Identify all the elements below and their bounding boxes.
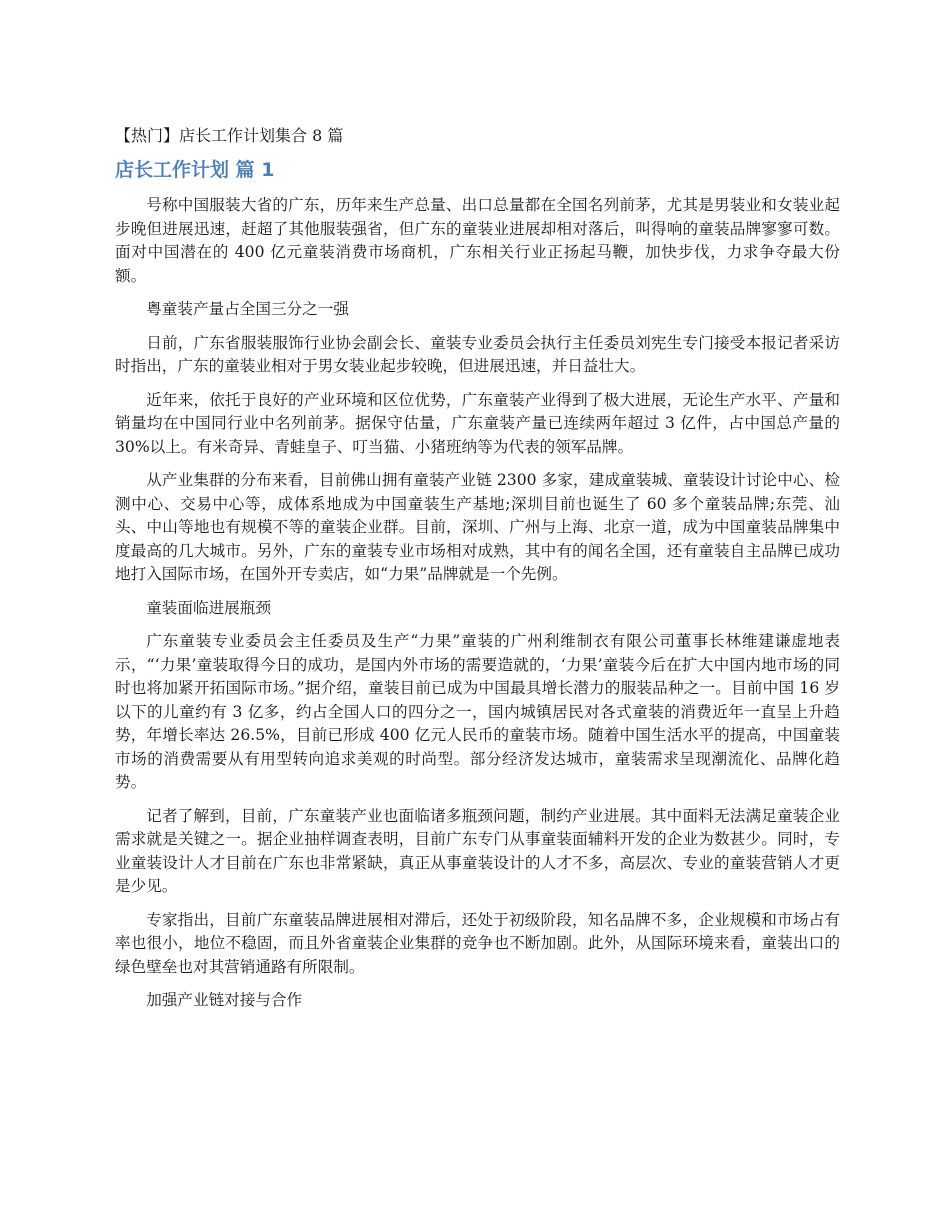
document-page — [115, 122, 840, 1023]
paragraph: 记者了解到，目前，广东童装产业也面临诸多瓶颈问题，制约产业进展。其中面料无法满足童装企业需求就是关键之一。据企业抽样调查表明，目前广东专门从事童装面辅料开发的企业为数甚少。同时，专业童装设计人才目前在广东也非常紧缺，真正从事童装设计的人才不多，高层次、专业的童装营销人才更是少见。 — [115, 806, 840, 895]
paragraph: 号称中国服装大省的广东，历年来生产总量、出口总量都在全国名列前茅，尤其是男装业和女装业起步晚但进展迅速，赶超了其他服装强省，但广东的童装业进展却相对落后，叫得响的童装品牌寥寥可数。面对中国潜在的 400 亿元童装消费市场商机，广东相关行业正扬起马鞭，加快步伐，力求争夺最大份额。 — [115, 196, 840, 285]
paragraph: 从产业集群的分布来看，目前佛山拥有童装产业链 2300 多家，建成童装城、童装设计讨论中心、检测中心、交易中心等，成体系地成为中国童装生产基地;深圳目前也诞生了 60 多个童装品牌;东莞、汕头、中山等地也有规模不等的童装企业群。目前，深圳、广州与上海、北京一道，成为中国童装品牌集中度最高的几大城市。另外，广东的童装专业市场相对成熟，其中有的闻名全国，还有童装自主品牌已成功地打入国际市场，在国外开专卖店，如“力果”品牌就是一个先例。 — [115, 471, 840, 583]
paragraph: 日前，广东省服装服饰行业协会副会长、童装专业委员会执行主任委员刘宪生专门接受本报记者采访时指出，广东的童装业相对于男女装业起步较晚，但进展迅速，并日益壮大。 — [115, 333, 840, 375]
paragraph: 近年来，依托于良好的产业环境和区位优势，广东童装产业得到了极大进展，无论生产水平、产量和销量均在中国同行业中名列前茅。据保守估量，广东童装产量已连续两年超过 3 亿件，占中国总产量的 30%以上。有米奇异、青蛙皇子、叮当猫、小猪班纳等为代表的领军品牌。 — [115, 390, 840, 456]
subheading: 粤童装产量占全国三分之一强 — [146, 300, 349, 318]
paragraph: 专家指出，目前广东童装品牌进展相对滞后，还处于初级阶段，知名品牌不多，企业规模和市场占有率也很小，地位不稳固，而且外省童装企业集群的竞争也不断加剧。此外，从国际环境来看，童装出口的绿色壁垒也对其营销通路有所限制。 — [115, 910, 840, 976]
document-body — [115, 194, 840, 1013]
paragraph: 广东童装专业委员会主任委员及生产“力果”童装的广州利维制衣有限公司董事长林维建谦虚地表示，“‘力果’童装取得今日的成功，是国内外市场的需要造就的，‘力果’童装今后在扩大中国内地市场的同时也将加紧开拓国际市场。”据介绍，童装目前已成为中国最具增长潜力的服装品种之一。目前中国 16 岁以下的儿童约有 3 亿多，约占全国人口的四分之一，国内城镇居民对各式童装的消费近年一直呈上升趋势，年增长率达 26.5%，目前已形成 400 亿元人民币的童装市场。随着中国生活水平的提高，中国童装市场的消费需要从有用型转向追求美观的时尚型。部分经济发达城市，童装需求呈现潮流化、品牌化趋势。 — [115, 632, 840, 791]
subheading: 加强产业链对接与合作 — [146, 991, 303, 1009]
section-heading: 店长工作计划 篇 1 — [115, 159, 275, 181]
document-title: 【热门】店长工作计划集合 8 篇 — [115, 126, 344, 145]
subheading: 童装面临进展瓶颈 — [146, 598, 271, 617]
